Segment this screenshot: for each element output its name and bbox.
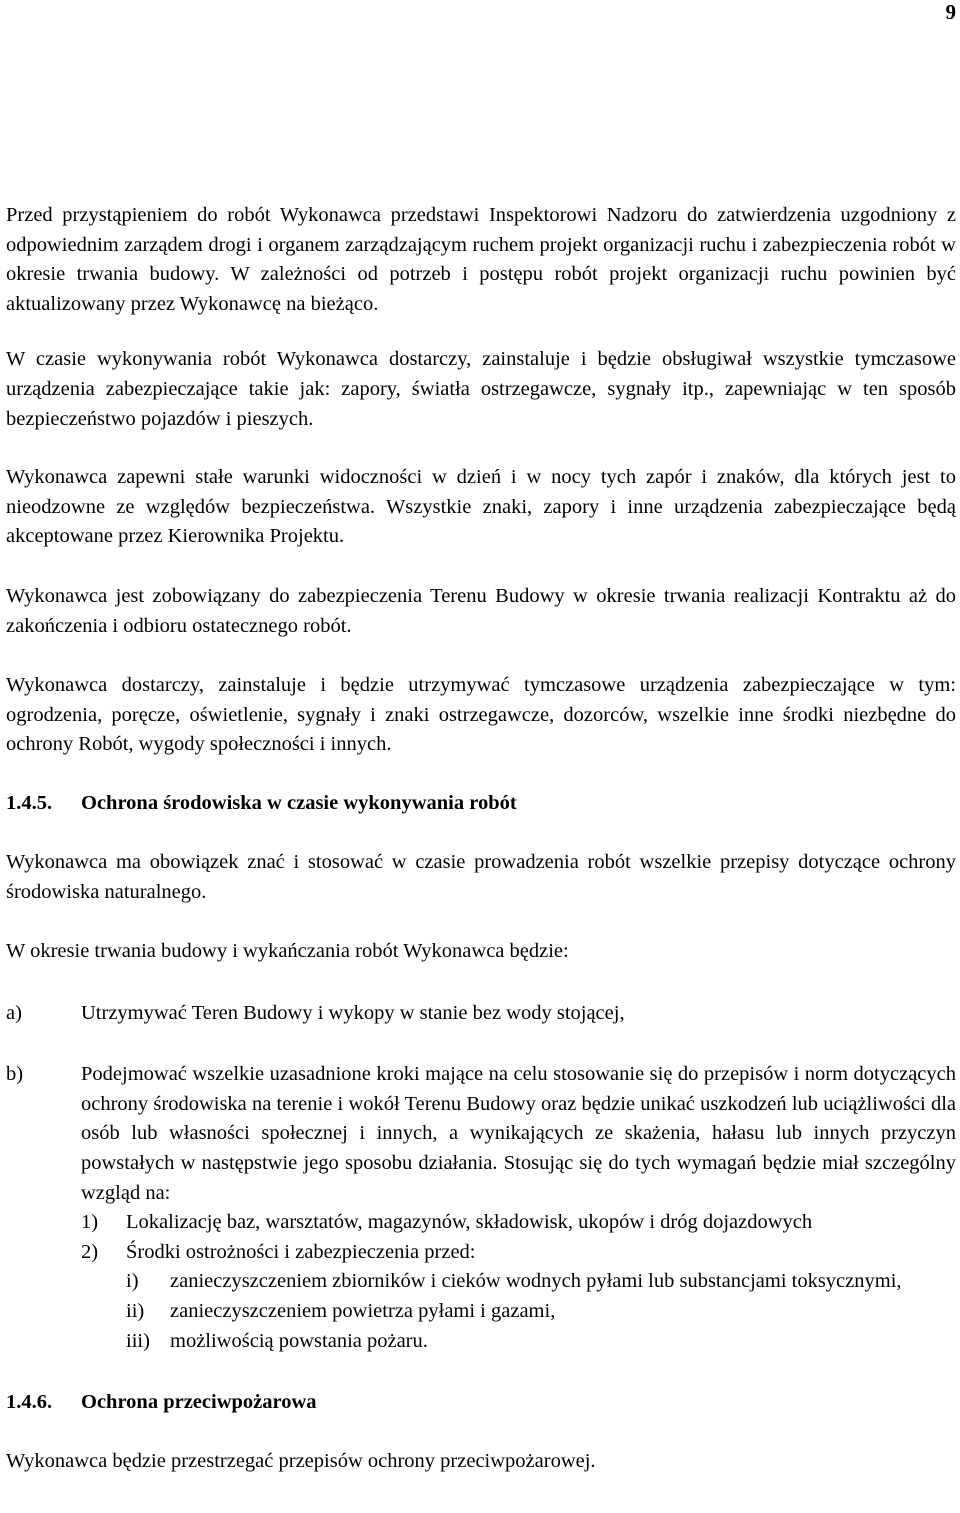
section-number: 1.4.5. bbox=[6, 791, 53, 814]
list-item-text: możliwością powstania pożaru. bbox=[170, 1329, 428, 1352]
list-marker: b) bbox=[6, 1063, 24, 1086]
list-item-text: Podejmować wszelkie uzasadnione kroki mające na celu stosowanie się do przepisów i norm dotyczących ochrony środowiska na terenie i wokół Terenu Budowy oraz będzie unikać uszkodzeń lub uciążliwości dla osób lub własności społecznej i innych, a wynikających ze skażenia, hałasu lub innych przyczyn powstałych w następstwie jego sposobu działania. Stosując się do tych wymagań będzie miał szczególny wzgląd na: bbox=[81, 1063, 956, 1204]
list-marker: 2) bbox=[81, 1240, 99, 1263]
list-item-text: Środki ostrożności i zabezpieczenia przed: bbox=[126, 1240, 476, 1263]
section-title: Ochrona środowiska w czasie wykonywania robót bbox=[81, 791, 517, 814]
list-item-a bbox=[6, 999, 956, 1029]
paragraph-visibility: Wykonawca zapewni stałe warunki widoczności w dzień i w nocy tych zapór i znaków, dla których jest to nieodzowne ze względów bezpieczeństwa. Wszystkie znaki, zapory i inne urządzenia zabezpieczające będą akceptowane przez Kierownika Projektu. bbox=[6, 466, 956, 548]
subsublist-item-ii bbox=[126, 1297, 956, 1327]
subsublist-item-iii bbox=[126, 1327, 956, 1357]
paragraph-traffic-plan: Przed przystąpieniem do robót Wykonawca przedstawi Inspektorowi Nadzoru do zatwierdzenia uzgodniony z odpowiednim zarządem drogi i organem zarządzającym ruchem projekt organizacji ruchu i zabezpieczenia robót w okresie trwania budowy. W zależności od potrzeb i postępu robót projekt organizacji ruchu powinien być aktualizowany przez Wykonawcę na bieżąco. bbox=[6, 204, 956, 315]
list-item-text: zanieczyszczeniem powietrza pyłami i gazami, bbox=[170, 1300, 556, 1323]
list-item-text: Utrzymywać Teren Budowy i wykopy w stanie bez wody stojącej, bbox=[81, 1001, 625, 1024]
paragraph-safety-devices: W czasie wykonywania robót Wykonawca dostarczy, zainstaluje i będzie obsługiwał wszystkie tymczasowe urządzenia zabezpieczające takie jak: zapory, światła ostrzegawcze, sygnały itp., zapewniając w ten sposób bezpieczeństwo pojazdów i pieszych. bbox=[6, 348, 956, 430]
list-item-text: zanieczyszczeniem zbiorników i cieków wodnych pyłami lub substancjami toksycznymi, bbox=[170, 1270, 902, 1293]
sublist bbox=[81, 1208, 956, 1356]
subsublist bbox=[126, 1267, 956, 1356]
list-item-text: Lokalizację baz, warsztatów, magazynów, składowisk, ukopów i dróg dojazdowych bbox=[126, 1211, 813, 1234]
list-marker: iii) bbox=[126, 1329, 150, 1352]
section-number: 1.4.6. bbox=[6, 1391, 53, 1414]
section-heading-1-4-6 bbox=[6, 1387, 956, 1417]
section-heading-1-4-5 bbox=[6, 788, 956, 818]
sublist-item-2 bbox=[81, 1238, 956, 1356]
page-number: 9 bbox=[945, 0, 956, 24]
paragraph-fire-protection: Wykonawca będzie przestrzegać przepisów ochrony przeciwpożarowej. bbox=[6, 1450, 596, 1473]
sublist-item-1 bbox=[81, 1208, 956, 1238]
paragraph-site-protection: Wykonawca jest zobowiązany do zabezpieczenia Terenu Budowy w okresie trwania realizacji Kontraktu aż do zakończenia i odbioru ostatecznego robót. bbox=[6, 584, 956, 637]
list-marker: i) bbox=[126, 1270, 139, 1293]
section-title: Ochrona przeciwpożarowa bbox=[81, 1391, 317, 1414]
list-marker: 1) bbox=[81, 1211, 99, 1234]
paragraph-contractor-duties: W okresie trwania budowy i wykańczania robót Wykonawca będzie: bbox=[6, 940, 569, 963]
paragraph-temporary-devices: Wykonawca dostarczy, zainstaluje i będzie utrzymywać tymczasowe urządzenia zabezpieczające w tym: ogrodzenia, poręcze, oświetlenie, sygnały i znaki ostrzegawcze, dozorców, wszelkie inne środki niezbędne do ochrony Robót, wygody społeczności i innych. bbox=[6, 674, 956, 756]
document-body bbox=[6, 201, 956, 1477]
list-marker: a) bbox=[6, 1001, 22, 1024]
subsublist-item-i bbox=[126, 1267, 956, 1297]
list-marker: ii) bbox=[126, 1300, 145, 1323]
paragraph-environment-rules: Wykonawca ma obowiązek znać i stosować w czasie prowadzenia robót wszelkie przepisy dotyczące ochrony środowiska naturalnego. bbox=[6, 850, 956, 903]
list-item-b bbox=[6, 1060, 956, 1356]
